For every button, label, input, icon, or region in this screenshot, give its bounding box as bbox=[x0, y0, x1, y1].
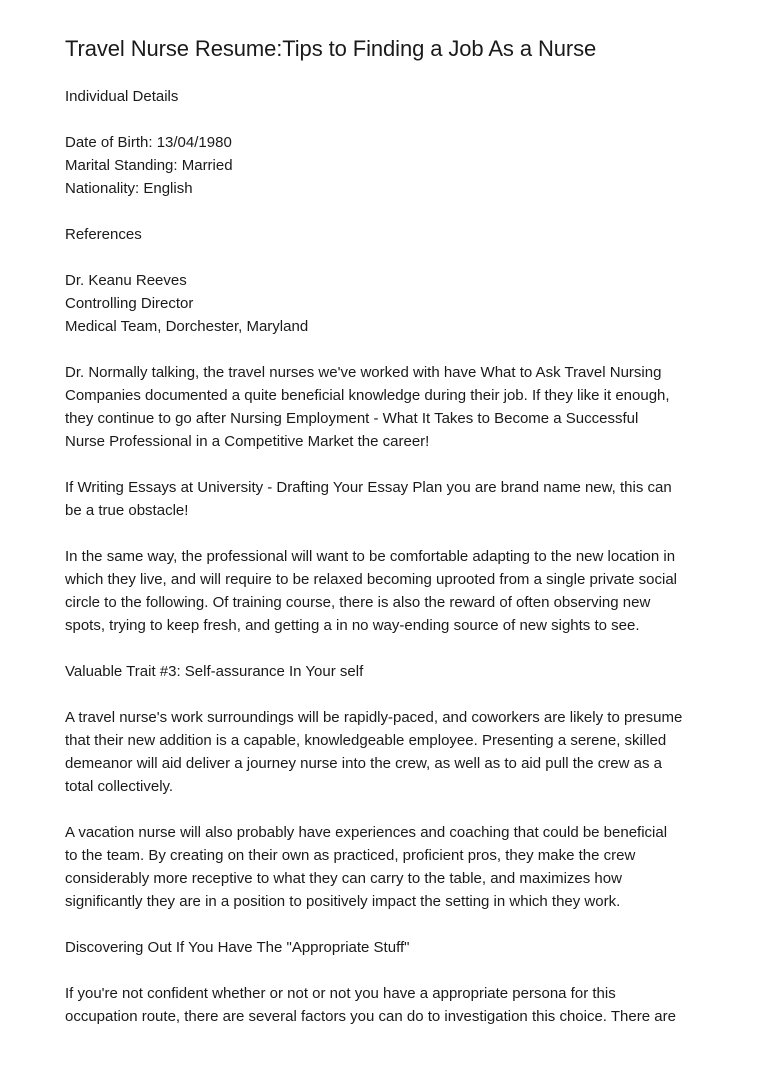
nationality: Nationality: English bbox=[65, 180, 193, 197]
paragraph-line: demeanor will aid deliver a journey nurse into the crew, as well as to aid pull the crew as a bbox=[65, 755, 662, 772]
paragraph-line: If Writing Essays at University - Drafting Your Essay Plan you are brand name new, this can bbox=[65, 479, 672, 496]
paragraph-line: spots, trying to keep fresh, and getting a in no way-ending source of new sights to see. bbox=[65, 617, 640, 634]
paragraph-6 bbox=[65, 982, 715, 1028]
paragraph-5 bbox=[65, 821, 715, 913]
paragraph-line: In the same way, the professional will want to be comfortable adapting to the new location in bbox=[65, 548, 676, 565]
section-heading-trait: Valuable Trait #3: Self-assurance In Your self bbox=[65, 663, 364, 680]
paragraph-line: total collectively. bbox=[65, 778, 174, 795]
document-title: Travel Nurse Resume:Tips to Finding a Job As a Nurse bbox=[65, 36, 597, 61]
paragraph-line: occupation route, there are several factors you can do to investigation this choice. There are bbox=[65, 1008, 676, 1025]
paragraph-line: circle to the following. Of training course, there is also the reward of often observing new bbox=[65, 594, 651, 611]
paragraph-line: Dr. Normally talking, the travel nurses we've worked with have What to Ask Travel Nursing bbox=[65, 364, 662, 381]
paragraph-line: significantly they are in a position to positively impact the setting in which they work. bbox=[65, 893, 621, 910]
reference-organization: Medical Team, Dorchester, Maryland bbox=[65, 318, 309, 335]
paragraph-4 bbox=[65, 706, 715, 798]
paragraph-2 bbox=[65, 476, 715, 522]
paragraph-1 bbox=[65, 361, 715, 453]
paragraph-line: A vacation nurse will also probably have experiences and coaching that could be beneficial bbox=[65, 824, 668, 841]
paragraph-line: considerably more receptive to what they can carry to the table, and maximizes how bbox=[65, 870, 622, 887]
marital-standing: Marital Standing: Married bbox=[65, 157, 233, 174]
paragraph-line: A travel nurse's work surroundings will be rapidly-paced, and coworkers are likely to presume bbox=[65, 709, 683, 726]
paragraph-line: which they live, and will require to be relaxed becoming uprooted from a single private social bbox=[65, 571, 677, 588]
paragraph-line: Nurse Professional in a Competitive Market the career! bbox=[65, 433, 430, 450]
paragraph-line: they continue to go after Nursing Employment - What It Takes to Become a Successful bbox=[65, 410, 639, 427]
paragraph-line: be a true obstacle! bbox=[65, 502, 189, 519]
paragraph-line: Companies documented a quite beneficial knowledge during their job. If they like it enough, bbox=[65, 387, 670, 404]
document-page bbox=[65, 36, 715, 1028]
section-heading-references: References bbox=[65, 226, 142, 243]
paragraph-line: If you're not confident whether or not or not you have a appropriate persona for this bbox=[65, 985, 616, 1002]
paragraph-line: that their new addition is a capable, knowledgeable employee. Presenting a serene, skilled bbox=[65, 732, 667, 749]
reference-name: Dr. Keanu Reeves bbox=[65, 272, 187, 289]
date-of-birth: Date of Birth: 13/04/1980 bbox=[65, 134, 232, 151]
paragraph-line: to the team. By creating on their own as practiced, proficient pros, they make the crew bbox=[65, 847, 636, 864]
paragraph-3 bbox=[65, 545, 715, 637]
reference-role: Controlling Director bbox=[65, 295, 194, 312]
section-heading-individual-details: Individual Details bbox=[65, 88, 179, 105]
section-heading-appropriate-stuff: Discovering Out If You Have The "Appropriate Stuff" bbox=[65, 939, 410, 956]
